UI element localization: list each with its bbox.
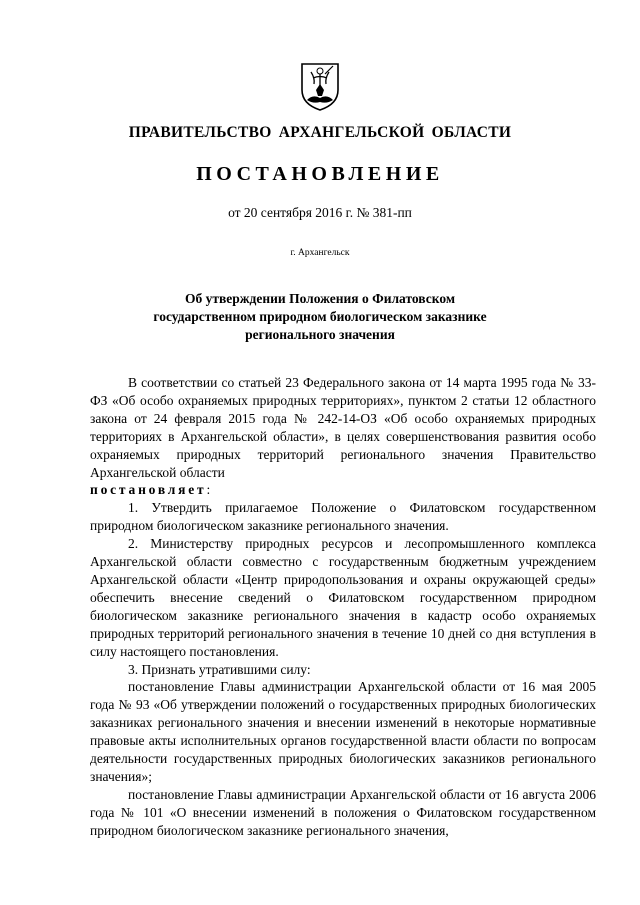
clause-1: 1. Утвердить прилагаемое Положение о Филатовском государственном природном биологическом заказнике регионального значения. xyxy=(90,500,596,534)
decrees-colon: : xyxy=(206,482,211,498)
title-line: регионального значения xyxy=(245,327,395,342)
title-line: государственном природном биологическом заказнике xyxy=(153,309,487,324)
clause-3: 3. Признать утратившими силу: xyxy=(128,661,311,677)
clause-2: 2. Министерству природных ресурсов и лесопромышленного комплекса Архангельской области совместно с государственным бюджетным учреждением Архангельской области «Центр природопользования и охраны окружающей среды» обеспечить внесение сведений о Филатовском государственном природном биологическом заказнике регионального значения в кадастр особо охраняемых природных территорий регионального значения в течение 10 дней со дня вступления в силу настоящего постановления. xyxy=(90,536,596,659)
document-body xyxy=(90,374,596,840)
government-name: ПРАВИТЕЛЬСТВО АРХАНГЕЛЬСКОЙ ОБЛАСТИ xyxy=(128,124,512,141)
document-type: ПОСТАНОВЛЕНИЕ xyxy=(196,163,444,185)
coat-of-arms-icon xyxy=(299,60,341,112)
city: г. Архангельск xyxy=(290,248,350,258)
clause-3-b: постановление Главы администрации Архангельской области от 16 августа 2006 года № 101 «О внесении изменений в положения о Филатовском государственном природном биологическом заказнике регионального значения, xyxy=(90,786,596,838)
document-title xyxy=(130,290,510,344)
title-line: Об утверждении Положения о Филатовском xyxy=(184,291,456,306)
decrees-word: постановляет xyxy=(90,482,207,498)
intro-paragraph: В соответствии со статьей 23 Федерального закона от 14 марта 1995 года № 33-ФЗ «Об особо охраняемых природных территориях», пунктом 2 статьи 12 областного закона от 24 февраля 2015 года № 242-14-ОЗ «Об особо охраняемых природных территориях в Архангельской области», в целях совершенствования развития особо охраняемых природных территорий регионального значения Правительство Архангельской области xyxy=(90,375,596,480)
decrees-line xyxy=(90,481,596,499)
clause-3-a: постановление Главы администрации Архангельской области от 16 мая 2005 года № 93 «Об утверждении положений о государственных природных биологических заказниках регионального значения и внесении изменений в некоторые нормативные правовые акты исполнительных органов государственной власти области по вопросам деятельности государственных природных биологических заказников регионального значения»; xyxy=(90,679,596,784)
date-and-number: от 20 сентября 2016 г. № 381-пп xyxy=(228,205,412,220)
